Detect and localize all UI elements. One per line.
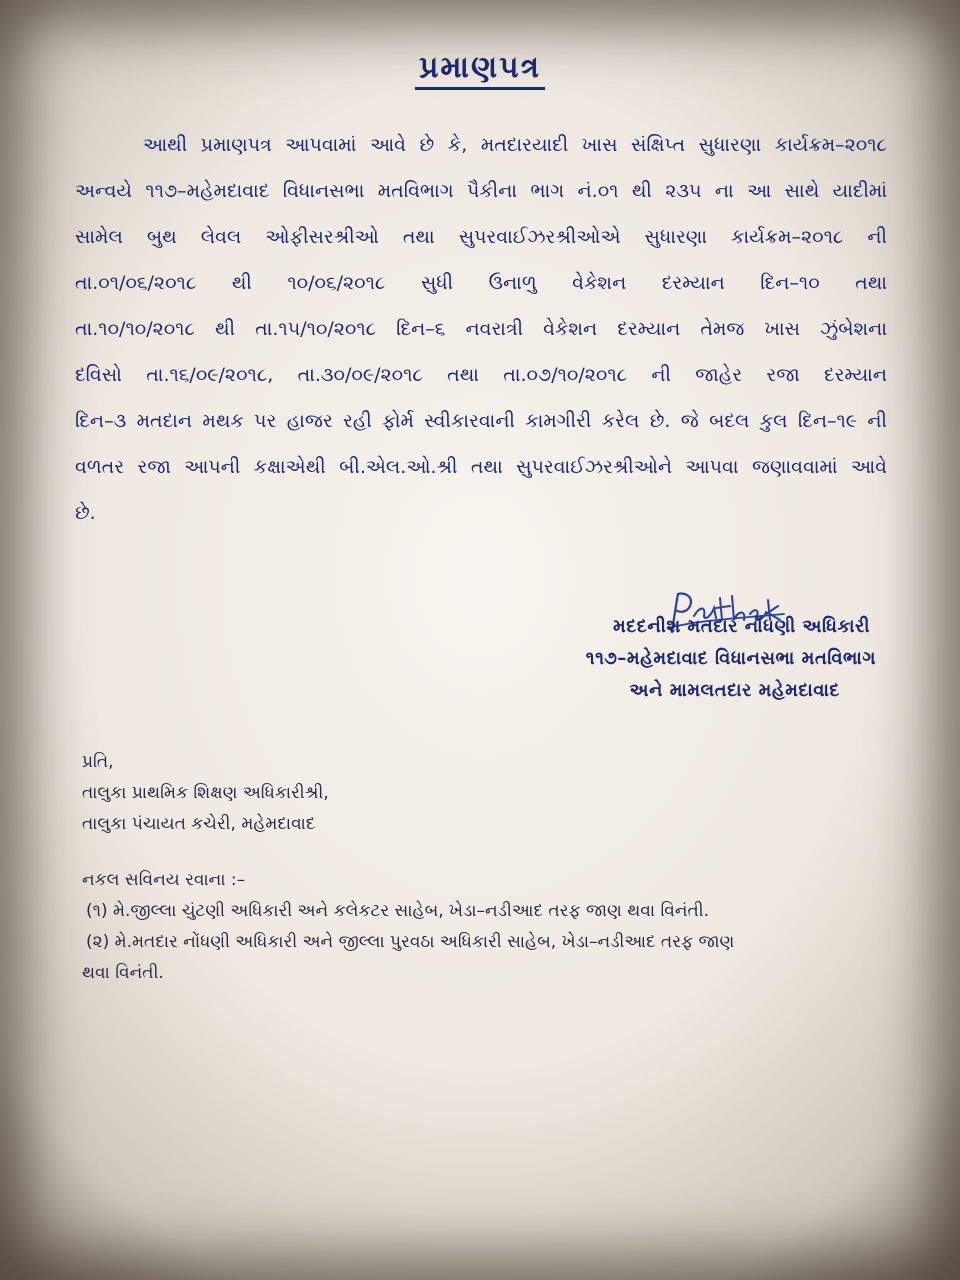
body-line: તા.૦૧/૦૬/૨૦૧૮ થી ૧૦/૦૬/૨૦૧૮ સુધી ઉનાળુ વેકેશન દરમ્યાન દિન–૧૦ તથા xyxy=(75,272,887,294)
body-line: આથી પ્રમાણપત્ર આપવામાં આવે છે કે, મતદારયાદી ખાસ સંક્ષિપ્ત સુધારણા કાર્યક્રમ–૨૦૧૮ xyxy=(143,134,887,156)
signatory-constituency: ૧૧૭–મહેમદાવાદ વિધાનસભા મતવિભાગ xyxy=(585,648,876,669)
copy-to-label: નકલ સવિનય રવાના :– xyxy=(82,870,246,890)
recipient-label: પ્રતિ, xyxy=(82,752,114,772)
body-line: તા.૧૦/૧૦/૨૦૧૮ થી તા.૧૫/૧૦/૨૦૧૮ દિન–૬ નવરાત્રી વેકેશન દરમ્યાન તેમજ ખાસ ઝુંબેશના xyxy=(75,318,887,340)
copy-to-block xyxy=(82,866,734,990)
copy-to-item: (૧) મે.જીલ્લા ચુંટણી અધિકારી અને કલેકટર સાહેબ, ખેડા–નડીઆદ તરફ જાણ થવા વિનંતી. xyxy=(86,901,710,921)
recipient-block xyxy=(82,748,329,841)
document-title xyxy=(0,50,960,85)
signatory-block xyxy=(585,612,876,708)
certificate-body xyxy=(75,130,887,544)
body-line: છે. xyxy=(75,502,96,524)
copy-to-item-continuation: થવા વિનંતી. xyxy=(82,963,164,983)
body-line: દિન–૩ મતદાન મથક પર હાજર રહી ફોર્મ સ્વીકારવાની કામગીરી કરેલ છે. જે બદલ કુલ દિન–૧૯ ની xyxy=(75,410,887,432)
body-line: દવિસો તા.૧૬/૦૯/૨૦૧૮, તા.૩૦/૦૯/૨૦૧૮ તથા તા.૦૭/૧૦/૨૦૧૮ ની જાહેર રજા દરમ્યાન xyxy=(75,364,887,386)
copy-to-item: (૨) મે.મતદાર નોંધણી અધિકારી અને જીલ્લા પુરવઠા અધિકારી સાહેબ, ખેડા–નડીઆદ તરફ જાણ xyxy=(86,932,735,952)
signatory-designation: મદદનીશ મતદાર નોંધણી અધિકારી xyxy=(613,616,870,637)
body-line: વળતર રજા આપની કક્ષાએથી બી.એલ.ઓ.શ્રી તથા સુપરવાઈઝરશ્રીઓને આપવા જણાવવામાં આવે xyxy=(75,456,887,478)
body-line: અન્વયે ૧૧૭–મહેમદાવાદ વિધાનસભા મતવિભાગ પૈકીના ભાગ નં.૦૧ થી ૨૩૫ ના આ સાથે યાદીમાં xyxy=(75,180,887,202)
recipient-line: તાલુકા પ્રાથમિક શિક્ષણ અધિકારીશ્રી, xyxy=(82,783,329,803)
signatory-office: અને મામલતદાર મહેમદાવાદ xyxy=(629,680,840,701)
recipient-line: તાલુકા પંચાયત કચેરી, મહેમદાવાદ xyxy=(82,814,316,834)
document-title-text: પ્રમાણપત્ર xyxy=(415,50,545,90)
body-line: સામેલ બુથ લેવલ ઓફીસરશ્રીઓ તથા સુપરવાઈઝરશ્રીઓએ સુધારણા કાર્યક્રમ–૨૦૧૮ ની xyxy=(75,226,887,248)
